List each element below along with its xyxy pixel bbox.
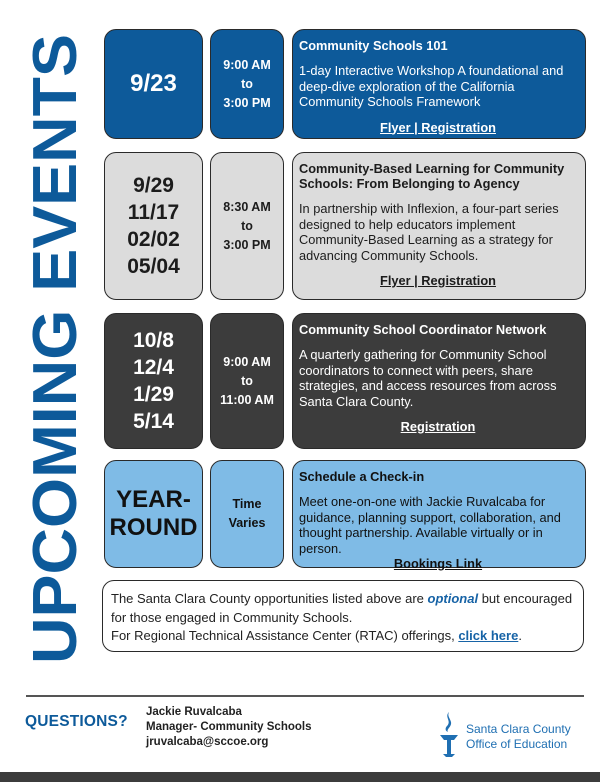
time-end: 3:00 PM xyxy=(223,237,271,252)
event-heading: Community-Based Learning for Community Schools: From Belonging to Agency xyxy=(299,161,565,191)
event-date: ROUND xyxy=(109,514,198,541)
time-to: to xyxy=(241,218,253,233)
footer-divider xyxy=(26,695,584,697)
event-time xyxy=(210,29,284,139)
event-heading: Schedule a Check-in xyxy=(299,469,425,484)
event-date: 12/4 xyxy=(133,356,174,379)
contact-role: Manager- Community Schools xyxy=(146,721,312,733)
event-description-box xyxy=(292,313,586,449)
questions-label: QUESTIONS? xyxy=(25,713,128,730)
optional-note xyxy=(102,580,584,652)
event-dates xyxy=(104,29,203,139)
event-row-1 xyxy=(104,29,588,139)
event-dates xyxy=(104,313,203,449)
event-description: A quarterly gathering for Community School coordinators to connect with peers, share strategies, and access resources from across Santa Clara County. xyxy=(299,347,557,409)
event-description-box xyxy=(292,152,586,300)
event-time xyxy=(210,460,284,568)
time-end: 3:00 PM xyxy=(223,95,271,110)
event-heading: Community School Coordinator Network xyxy=(299,322,547,337)
org-name xyxy=(466,722,571,752)
torch-logo-icon xyxy=(436,710,462,763)
footer-bar xyxy=(0,772,600,782)
org-name-line2: Office of Education xyxy=(466,737,568,751)
contact-info xyxy=(146,705,312,750)
event-date: 5/14 xyxy=(133,410,174,433)
time-varies: Varies xyxy=(228,516,266,530)
event-time xyxy=(210,152,284,300)
event-description: 1-day Interactive Workshop A foundational and deep-dive exploration of the California Community Schools Framework xyxy=(299,63,564,109)
event-date: 9/23 xyxy=(130,70,177,97)
event-description-box xyxy=(292,460,586,571)
event-heading: Community Schools 101 xyxy=(299,38,448,53)
vertical-title xyxy=(0,28,100,668)
event-date: 11/17 xyxy=(127,201,180,224)
event-description: Meet one-on-one with Jackie Ruvalcaba for guidance, planning support, collaboration, and thought partnership. Available virtually or in person. xyxy=(299,494,561,556)
time-to: to xyxy=(241,76,253,91)
note-emphasis: optional xyxy=(427,591,479,606)
contact-email[interactable]: jruvalcaba@sccoe.org xyxy=(146,736,269,748)
note-text: The Santa Clara County opportunities listed above are xyxy=(111,591,428,606)
event-date: YEAR- xyxy=(116,486,191,513)
event-row-2 xyxy=(104,152,588,300)
event-date: 10/8 xyxy=(133,329,174,352)
note-line-1 xyxy=(111,590,575,627)
time-end: 11:00 AM xyxy=(220,392,274,407)
event-date: 02/02 xyxy=(127,228,180,251)
event-date: 9/29 xyxy=(133,174,174,197)
contact-name: Jackie Ruvalcaba xyxy=(146,706,242,718)
note-text: but encouraged for those engaged in Community Schools. xyxy=(111,591,573,625)
org-name-line1: Santa Clara County xyxy=(466,722,571,736)
time-to: to xyxy=(241,373,253,388)
flyer-registration-link[interactable]: Flyer | Registration xyxy=(380,119,496,135)
bookings-link[interactable]: Bookings Link xyxy=(393,556,483,571)
event-dates xyxy=(104,460,203,568)
time-label: Time xyxy=(232,497,262,511)
time-start: 8:30 AM xyxy=(223,199,271,214)
note-text: For Regional Technical Assistance Center (RTAC) offerings, xyxy=(111,628,459,643)
time-start: 9:00 AM xyxy=(223,57,271,72)
event-date: 05/04 xyxy=(127,255,180,278)
event-row-3 xyxy=(104,313,588,449)
event-description-box xyxy=(292,29,586,139)
note-text: . xyxy=(518,628,522,643)
event-time xyxy=(210,313,284,449)
event-dates xyxy=(104,152,203,300)
page-title: UPCOMING EVENTS xyxy=(21,57,90,664)
time-start: 9:00 AM xyxy=(223,354,271,369)
flyer-registration-link[interactable]: Flyer | Registration xyxy=(380,273,496,288)
registration-link[interactable]: Registration xyxy=(400,419,476,434)
event-description: In partnership with Inflexion, a four-part series designed to help educators implement Community-Based Learning as a strategy for advancing Community Schools. xyxy=(299,201,559,263)
rtac-link[interactable]: click here xyxy=(458,628,519,643)
note-line-2 xyxy=(111,627,575,646)
event-row-4 xyxy=(104,460,588,571)
event-date: 1/29 xyxy=(133,383,174,406)
